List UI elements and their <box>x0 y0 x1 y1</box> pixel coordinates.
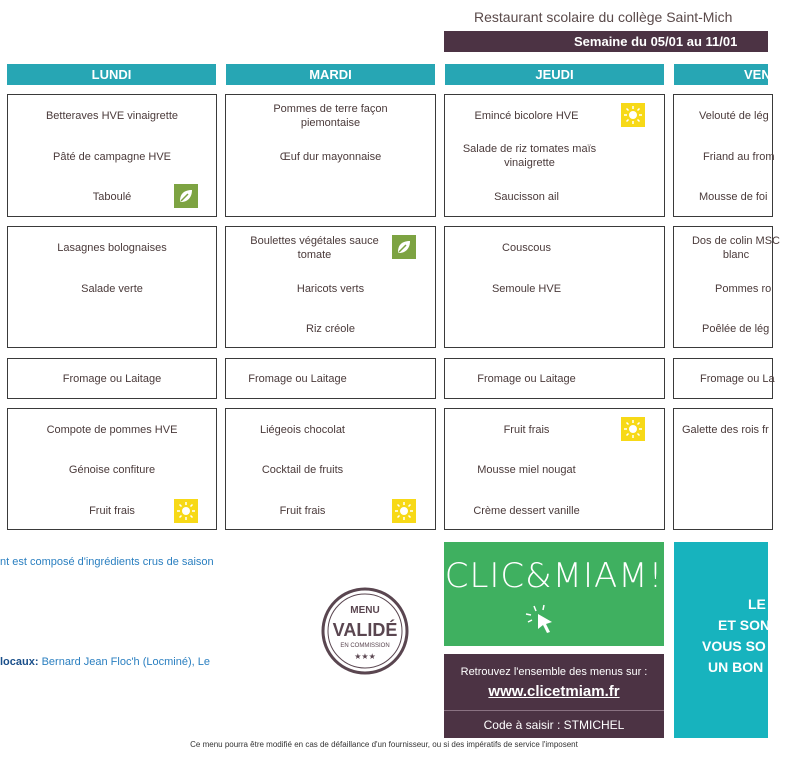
clicetmiam-logo: CLIC&MIAM! <box>444 556 664 596</box>
menu-item: Riz créole <box>306 323 355 335</box>
menu-item: Betteraves HVE vinaigrette <box>45 110 179 122</box>
menu-item: Crème dessert vanille <box>473 505 580 517</box>
dairy-box-vendredi <box>673 358 773 399</box>
main-box-vendredi <box>673 226 781 348</box>
dessert-box-mardi <box>225 408 436 530</box>
menu-item: Fruit frais <box>503 424 550 436</box>
menu-item: Dos de colin MSC blanc <box>691 235 781 261</box>
page-title: Restaurant scolaire du collège Saint-Mich <box>474 9 733 25</box>
day-header-jeudi: JEUDI <box>445 64 664 85</box>
sun-icon <box>392 499 416 523</box>
stamp-stars: ★★★ <box>354 652 376 661</box>
dairy-box-jeudi <box>444 358 665 399</box>
menu-item: Œuf dur mayonnaise <box>279 151 382 163</box>
menu-item: Liégeois chocolat <box>259 424 345 436</box>
menu-item: Pommes de terre façon piemontaise <box>273 103 388 129</box>
sun-icon <box>621 417 645 441</box>
menu-item: Fromage ou Laitage <box>248 373 347 385</box>
menu-item: Taboulé <box>92 191 132 203</box>
main-box-lundi <box>7 226 217 348</box>
dairy-box-lundi <box>7 358 217 399</box>
day-header-mardi: MARDI <box>226 64 435 85</box>
menu-item: Semoule HVE <box>491 283 562 295</box>
menu-item: Salade verte <box>81 283 143 295</box>
validated-stamp <box>320 586 410 676</box>
menu-item: Fromage ou Laitage <box>477 373 576 385</box>
promo-text: Retrouvez l'ensemble des menus sur : <box>460 666 648 678</box>
teal-line-2: ET SON <box>718 617 771 633</box>
menu-item: Fruit frais <box>89 505 135 517</box>
teal-line-1: LE <box>748 596 766 612</box>
menu-item: Compote de pommes HVE <box>46 424 178 436</box>
seasonal-note: nt est composé d'ingrédients crus de saison <box>0 556 214 568</box>
menu-item: Lasagnes bolognaises <box>57 242 167 254</box>
menu-item: Friand au from <box>703 151 775 163</box>
menu-item: Galette des rois fr <box>682 424 769 436</box>
menu-item: Boulettes végétales sauce tomate <box>250 235 379 261</box>
menu-item: Fruit frais <box>279 505 326 517</box>
menu-item: Saucisson ail <box>494 191 559 203</box>
leaf-icon <box>174 184 198 208</box>
dessert-box-vendredi <box>673 408 773 530</box>
starter-box-vendredi <box>673 94 773 217</box>
sun-icon <box>621 103 645 127</box>
menu-item: Cocktail de fruits <box>261 464 344 476</box>
clicetmiam-logo-block <box>444 542 664 646</box>
week-banner: Semaine du 05/01 au 11/01 <box>444 31 768 52</box>
stamp-top: MENU <box>350 605 380 616</box>
menu-item: Poêlée de lég <box>702 323 770 335</box>
starter-box-mardi <box>225 94 436 217</box>
menu-item: Pommes ro <box>715 283 772 295</box>
dairy-box-mardi <box>225 358 436 399</box>
menu-item: Fromage ou Laitage <box>62 373 162 385</box>
access-code: Code à saisir : STMICHEL <box>483 718 625 732</box>
starter-box-jeudi <box>444 94 665 217</box>
local-producers: Bernard Jean Floc'h (Locminé), Le <box>41 656 210 668</box>
promo-banner-teal <box>674 542 771 738</box>
day-header-lundi: LUNDI <box>7 64 216 85</box>
stamp-sub: EN COMMISSION <box>340 643 390 649</box>
menu-item: Fromage ou La <box>700 373 775 385</box>
menu-item: Velouté de lég <box>699 110 769 122</box>
leaf-icon <box>392 235 416 259</box>
menu-item: Génoise confiture <box>68 464 156 476</box>
menu-item: Mousse miel nougat <box>477 464 576 476</box>
dessert-box-lundi <box>7 408 217 530</box>
main-box-mardi <box>225 226 436 348</box>
menu-item: Pâté de campagne HVE <box>52 151 172 163</box>
menu-item: Salade de riz tomates maïs vinaigrette <box>462 143 597 169</box>
day-header-vendredi: VEN <box>674 64 768 85</box>
teal-line-4: UN BON <box>708 659 764 675</box>
local-label: locaux: <box>0 656 39 668</box>
main-box-jeudi <box>444 226 665 348</box>
stamp-main: VALIDÉ <box>332 620 398 640</box>
sun-icon <box>174 499 198 523</box>
website-promo <box>444 654 664 738</box>
starter-box-lundi <box>7 94 217 217</box>
dessert-box-jeudi <box>444 408 665 530</box>
menu-item: Mousse de foi <box>699 191 768 203</box>
website-link[interactable]: www.clicetmiam.fr <box>488 683 620 700</box>
menu-item: Haricots verts <box>296 283 365 295</box>
teal-line-3: VOUS SO <box>702 638 766 654</box>
footer-disclaimer: Ce menu pourra être modifié en cas de défaillance d'un fournisseur, ou si des impératifs de service l'imposent <box>190 740 578 749</box>
menu-item: Emincé bicolore HVE <box>474 110 579 122</box>
cursor-icon <box>524 602 564 638</box>
menu-item: Couscous <box>502 242 551 254</box>
